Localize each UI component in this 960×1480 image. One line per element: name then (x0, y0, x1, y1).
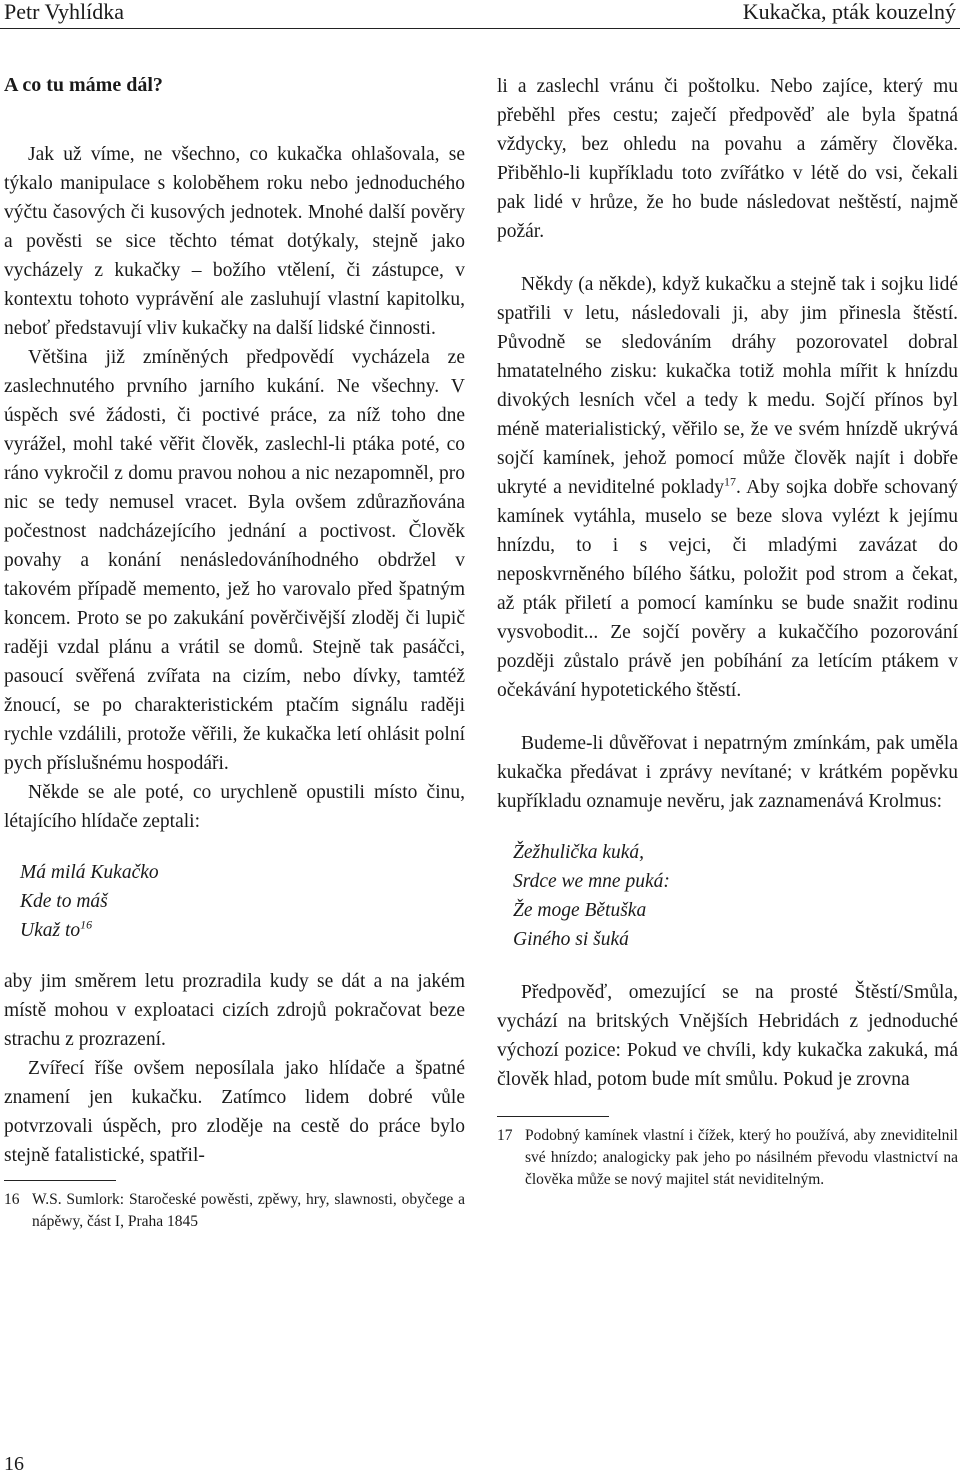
footnote: 16 W.S. Sumlork: Staročeské powěsti, zpěwy, hry, slawnosti, obyčege a nápěwy, část I, Praha 1845 (4, 1191, 465, 1230)
paragraph: li a zaslechl vránu či poštolku. Nebo zajíce, který mu přeběhl přes cestu; zaječí předpověď ale byla špatná vždycky, bez ohledu na povahu a záměry člověka. Přiběhlo-li kupříkladu toto zvířátko v létě do vsi, čekali pak lidé v hrůze, že ho bude následovat neštěstí, najmě požár. (497, 76, 958, 242)
footnote-rule (4, 1180, 116, 1181)
footnote-ref: 16 (80, 917, 93, 932)
paragraph: Někde se ale poté, co urychleně opustili místo činu, létajícího hlídače zeptali: (4, 782, 465, 832)
paragraph: Budeme-li důvěřovat i nepatrným zmínkám, pak uměla kukačka předávat i zprávy nevítané; v krátkém popěvku kupříkladu oznamuje nevěru, jak zaznamenává Krolmus: (497, 733, 958, 812)
poem-quote (20, 858, 465, 945)
poem-line: Kde to máš (20, 891, 108, 912)
poem-line: Žežhulička kuká, (513, 842, 645, 863)
poem-line: Giného si šuká (513, 929, 629, 950)
paragraph: Většina již zmíněných předpovědí vycházela ze zaslechnutého prvního jarního kukání. Ne všechny. V úspěch své žádosti, či poctivé práce, za níž toho dne vyrážel, mohl také věřit člověk, zaslechl-li ptáka poté, co ráno vykročil z domu pravou nohou a nic nezapomněl, pro nic se tedy nemusel vracet. Byla ovšem zdůrazňována počestnost nadcházejícího jednání a poctivost. Člověk povahy a konání nenásledováníhodného obdržel v takovém případě memento, jež ho varovalo před špatným koncem. Proto se po zakukání pověrčivější zloděj či lupič raději vzdal plánu a vrátil se domů. Stejně tak pasáčci, pasoucí svěřená zvířata na cizím, nebo dívky, tamtéž žnoucí, se po charakteristickém ptačím signálu raději rychle vzdálili, protože věřili, že kukačka letí ohlásit polní pych příslušnému hospodáři. (4, 347, 465, 774)
section-heading: A co tu máme dál? (4, 74, 163, 96)
page-number: 16 (4, 1453, 24, 1475)
paragraph: Předpověď, omezující se na prosté Štěstí/Smůla, vychází na britských Vnějších Hebridách z jednoduché výchozí pozice: Pokud ve chvíli, kdy kukačka zakuká, má člověk hlad, potom bude mít smůlu. Pokud je zrovna (497, 982, 958, 1090)
header-title: Kukačka, pták kouzelný (742, 0, 956, 24)
paragraph: aby jim směrem letu prozradila kudy se dát a na jakém místě mohou v exploataci cizích zdrojů pokračovat beze strachu z prozrazení. (4, 971, 465, 1050)
poem-line: Že moge Bětuška (513, 900, 647, 921)
footnote-ref: 17 (724, 474, 736, 489)
footnote: 17 Podobný kamínek vlastní i čížek, který ho používá, aby zneviditelnil své hnízdo; analogicky pak jeho po násilném převodu vlastnictví na člověka může se nový majitel stát neviditelným. (497, 1127, 958, 1188)
header-author: Petr Vyhlídka (4, 0, 124, 24)
paragraph: Jak už víme, ne všechno, co kukačka ohlašovala, se týkalo manipulace s koloběhem roku nebo jednoduchého výčtu časových či kusových jednotek. Mnohé další pověry a pověsti se sice těchto témat dotýkaly, stejně jako vycházely z kukačky – božího vtělení, či zástupce, v kontextu tohoto vyprávění ale zasluhují vlastní kapitolku, neboť představují vliv kukačky na další lidské činnosti. (4, 144, 465, 339)
paragraph: Zvířecí říše ovšem neposílala jako hlídače a špatné znamení jen kukačku. Zatímco lidem dobré vůle potvrzovali úspěch, pro zloděje na cestě do práce bylo stejně fatalistické, spatřil- (4, 1058, 465, 1166)
footnote-rule (497, 1116, 609, 1117)
right-column (497, 72, 958, 1191)
poem-line: Srdce we mne puká: (513, 871, 670, 892)
poem-quote (513, 838, 958, 954)
paragraph: Někdy (a někde), když kukačku a stejně tak i sojku lidé spatřili v letu, následovali ji, aby jim přinesla štěstí. Původně se sledováním dráhy pozorovatel dobral hmatatelného zisku: kukačka totiž mohla mířit k hnízdu divokých lesních včel a tedy k medu. Sojčí přínos byl méně materialistický, věřilo se, že ve svém hnízdě ukrývá sojčí kamínek, jehož pomocí může člověk najít i dobře ukryté a neviditelné poklady$^{17}$. Aby sojka dobře schovaný kamínek vytáhla, muselo se beze slova vylézt k jejímu hnízdu, to i s vejci, či mladými zavázat do neposkvrněného bílého šátku, položit pod strom a čekat, až pták přiletí a pomocí kamínku se bude snažit rodinu vysvobodit... Ze sojčí pověry a kukaččího pozorování později zůstalo právě jen pobíhání za letícím ptákem v očekávání hypotetického štěstí. (497, 274, 959, 701)
poem-line: Má milá Kukačko (20, 862, 159, 883)
poem-line: Ukaž $to^{16}$ (20, 917, 93, 941)
left-column (4, 72, 465, 1233)
running-header (0, 0, 960, 29)
